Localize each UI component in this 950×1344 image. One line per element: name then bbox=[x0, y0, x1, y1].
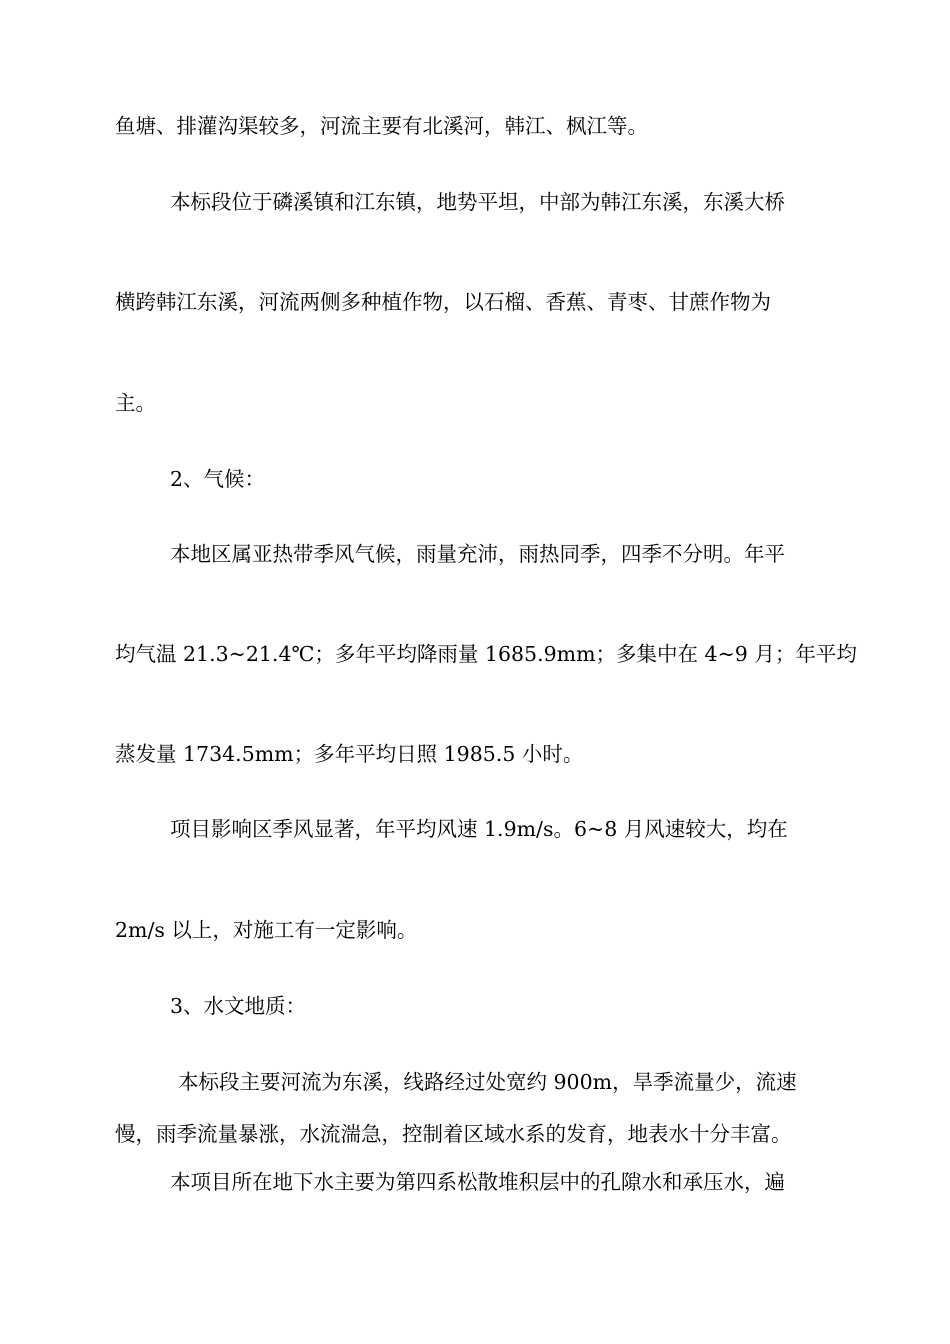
paragraph-line: 蒸发量 1734.5mm；多年平均日照 1985.5 小时。 bbox=[115, 742, 584, 766]
paragraph-line: 鱼塘、排灌沟渠较多，河流主要有北溪河，韩江、枫江等。 bbox=[115, 114, 648, 138]
section-heading: 3、水文地质： bbox=[170, 994, 307, 1018]
paragraph-line: 本地区属亚热带季风气候，雨量充沛，雨热同季，四季不分明。年平 bbox=[170, 542, 785, 566]
paragraph-line: 均气温 21.3~21.4℃；多年平均降雨量 1685.9mm；多集中在 4~9 月；年平均 bbox=[115, 642, 857, 666]
paragraph-line: 横跨韩江东溪，河流两侧多种植作物，以石榴、香蕉、青枣、甘蔗作物为 bbox=[115, 290, 771, 314]
paragraph-line: 项目影响区季风显著，年平均风速 1.9m/s。6~8 月风速较大，均在 bbox=[170, 817, 788, 841]
paragraph-line: 2m/s 以上，对施工有一定影响。 bbox=[115, 918, 418, 942]
paragraph-line: 本项目所在地下水主要为第四系松散堆积层中的孔隙水和承压水，遍 bbox=[170, 1170, 785, 1194]
paragraph-line: 本标段主要河流为东溪，线路经过处宽约 900m，旱季流量少，流速 bbox=[178, 1070, 797, 1094]
section-heading: 2、气候： bbox=[170, 467, 266, 491]
paragraph-line: 慢，雨季流量暴涨，水流湍急，控制着区域水系的发育，地表水十分丰富。 bbox=[115, 1122, 792, 1146]
paragraph-line: 主。 bbox=[115, 391, 156, 415]
paragraph-line: 本标段位于磷溪镇和江东镇，地势平坦，中部为韩江东溪，东溪大桥 bbox=[170, 190, 785, 214]
